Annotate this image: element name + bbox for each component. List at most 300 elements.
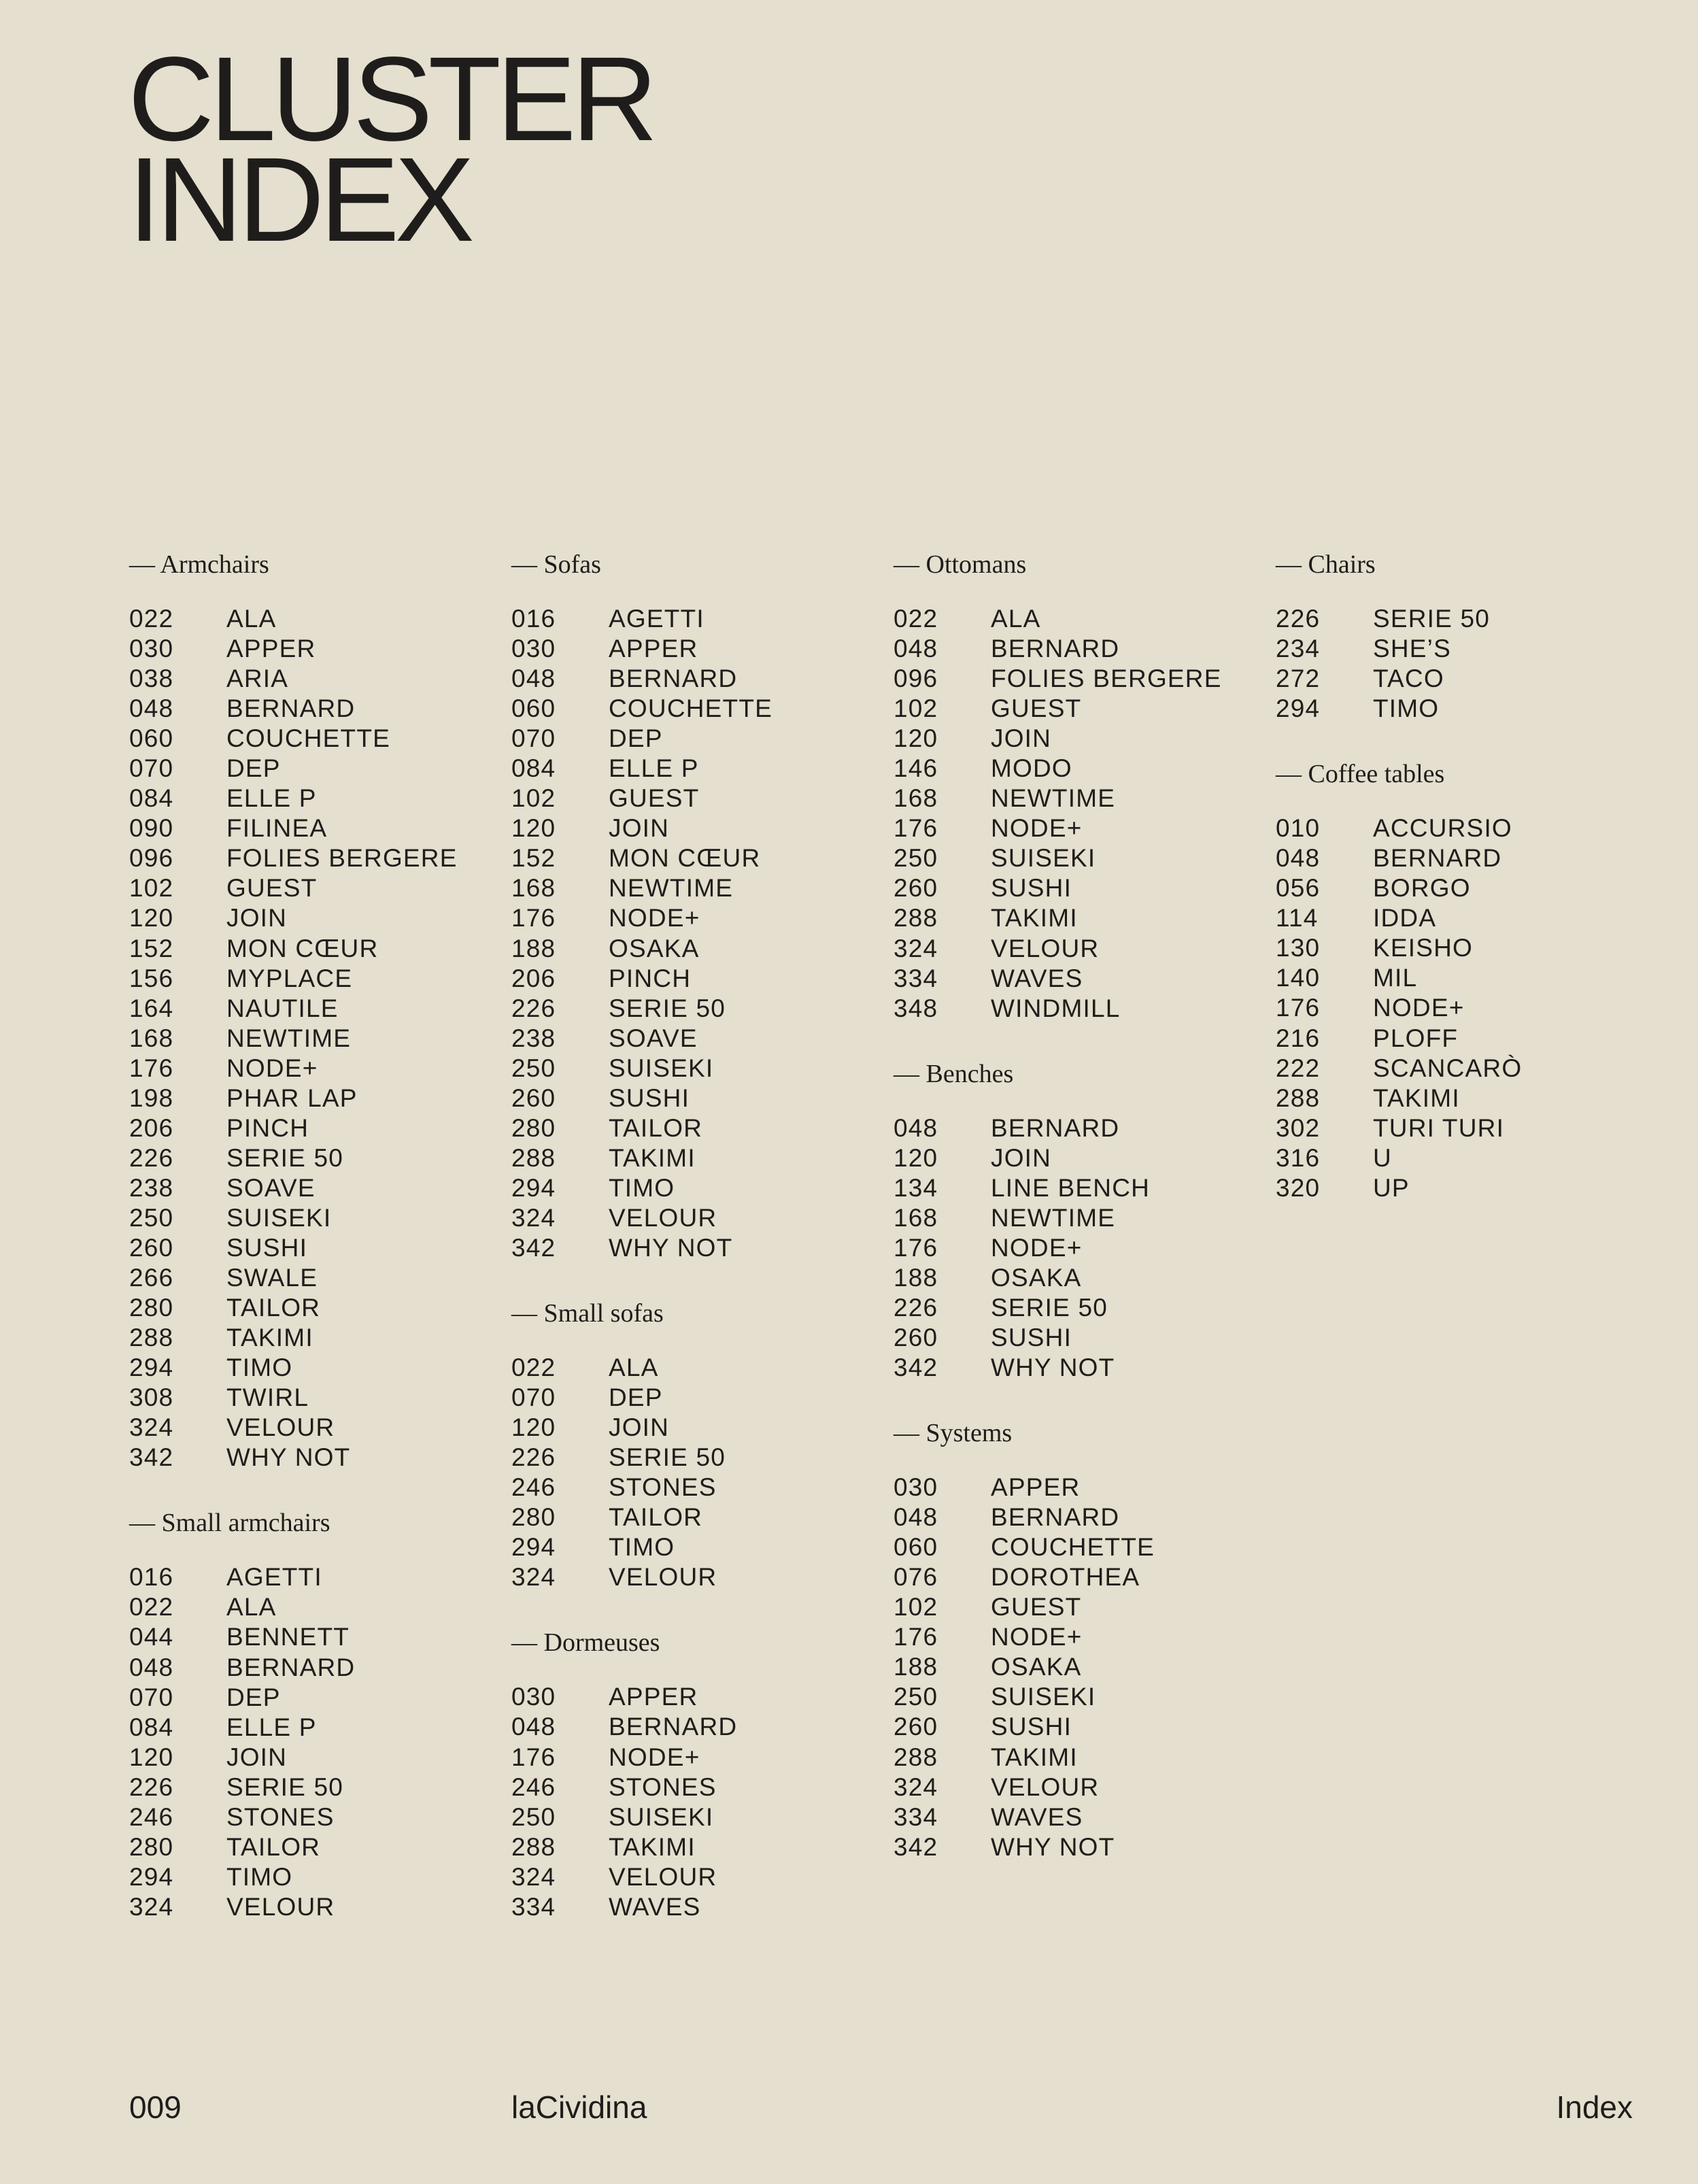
product-name: FILINEA (226, 814, 328, 843)
product-name: STONES (609, 1773, 717, 1801)
page-number: 030 (129, 635, 174, 663)
page-number: 316 (1276, 1143, 1321, 1172)
page-number: 030 (511, 635, 556, 663)
page-number: 222 (1276, 1054, 1321, 1082)
page-number: 152 (511, 844, 556, 873)
index-section (894, 1413, 1261, 1862)
page-number: 120 (894, 1143, 938, 1172)
page-number: 044 (129, 1623, 174, 1651)
section-title: — Small sofas (511, 1299, 664, 1328)
product-name: GUEST (991, 694, 1082, 723)
page-number: 120 (129, 904, 174, 933)
product-name: WINDMILL (991, 994, 1121, 1022)
index-entry (894, 1293, 1261, 1323)
page-number: 324 (129, 1413, 174, 1442)
index-entry (511, 903, 879, 933)
page-number: 266 (129, 1264, 174, 1292)
page-number: 206 (129, 1113, 174, 1142)
product-name: BERNARD (609, 665, 738, 693)
index-section (511, 1293, 879, 1592)
index-entry (894, 1802, 1261, 1832)
index-entry (894, 1562, 1261, 1592)
page-number: 022 (129, 1593, 174, 1622)
index-entry (129, 1054, 496, 1083)
index-entry (511, 1413, 879, 1443)
index-entry (1276, 993, 1643, 1023)
product-name: STONES (609, 1473, 717, 1502)
page-number: 246 (511, 1473, 556, 1502)
index-entry (511, 1203, 879, 1233)
product-name: ACCURSIO (1373, 814, 1512, 843)
index-entry (511, 994, 879, 1024)
section-title: — Dormeuses (511, 1628, 660, 1658)
page-number: 090 (129, 814, 174, 843)
page-number: 216 (1276, 1024, 1321, 1052)
index-entry (894, 1773, 1261, 1802)
product-name: JOIN (226, 904, 288, 933)
page-number: 164 (129, 994, 174, 1022)
product-name: SUISEKI (991, 844, 1096, 873)
page-title (128, 33, 653, 267)
index-entry (511, 1113, 879, 1143)
product-name: JOIN (609, 1413, 670, 1442)
product-name: WHY NOT (991, 1354, 1115, 1382)
index-entry (894, 1233, 1261, 1263)
page-number: 342 (129, 1443, 174, 1472)
product-name: VELOUR (609, 1203, 717, 1232)
index-entry (129, 1353, 496, 1383)
product-name: WHY NOT (609, 1233, 733, 1262)
section-title: — Systems (894, 1419, 1013, 1448)
page-number: 288 (1276, 1083, 1321, 1112)
section-title: — Ottomans (894, 550, 1027, 579)
index-entry (511, 1083, 879, 1113)
index-entry (1276, 933, 1643, 963)
page-number: 188 (894, 1263, 938, 1292)
index-entry (894, 754, 1261, 784)
index-entry (894, 1502, 1261, 1532)
product-name: SERIE 50 (609, 1443, 726, 1472)
index-entry (1276, 694, 1643, 724)
page-number: 260 (129, 1233, 174, 1262)
product-name: PINCH (609, 964, 692, 992)
product-name: OSAKA (991, 1653, 1082, 1681)
section-title: — Small armchairs (129, 1509, 330, 1538)
index-section (1276, 754, 1643, 1203)
product-name: UP (1373, 1173, 1410, 1202)
page-number: 324 (511, 1203, 556, 1232)
page-number: 048 (511, 1713, 556, 1741)
index-entry (1276, 1024, 1643, 1054)
product-name: NODE+ (991, 1233, 1083, 1262)
page-number: 048 (1276, 844, 1321, 873)
page-title-line-1: CLUSTER (128, 33, 653, 166)
index-entry (894, 694, 1261, 724)
index-entry (129, 873, 496, 903)
product-name: MON CŒUR (609, 844, 761, 873)
product-name: BERNARD (991, 635, 1120, 663)
index-entry (511, 1682, 879, 1712)
page-number: 048 (129, 1653, 174, 1681)
index-entry (511, 1743, 879, 1773)
page-number: 096 (129, 844, 174, 873)
page-number: 294 (129, 1862, 174, 1891)
index-entry (129, 1383, 496, 1413)
index-section (894, 1054, 1261, 1383)
product-name: DOROTHEA (991, 1563, 1140, 1592)
index-entry (511, 1383, 879, 1413)
product-name: ELLE P (226, 1713, 317, 1741)
index-entry (894, 994, 1261, 1024)
product-name: TIMO (1373, 694, 1440, 723)
page-number: 280 (129, 1832, 174, 1861)
index-entry (129, 1683, 496, 1713)
page-number: 176 (511, 904, 556, 933)
product-name: BERNARD (991, 1503, 1120, 1532)
product-name: GUEST (991, 1593, 1082, 1622)
product-name: NEWTIME (991, 1203, 1116, 1232)
page-number: 176 (129, 1054, 174, 1082)
page-number: 302 (1276, 1113, 1321, 1142)
product-name: TWIRL (226, 1383, 309, 1412)
page-number: 324 (894, 1773, 938, 1801)
index-entry (129, 754, 496, 784)
page-number: 246 (129, 1802, 174, 1831)
product-name: PINCH (226, 1113, 309, 1142)
index-entry (511, 1143, 879, 1173)
index-entry (894, 724, 1261, 754)
product-name: U (1373, 1143, 1392, 1172)
index-entry (1276, 1113, 1643, 1143)
page-number: 294 (511, 1173, 556, 1202)
page-number: 272 (1276, 665, 1321, 693)
index-entry (129, 1263, 496, 1293)
index-entry (129, 1562, 496, 1592)
page-number: 038 (129, 665, 174, 693)
index-entry (129, 1113, 496, 1143)
index-entry (894, 1173, 1261, 1203)
index-entry (129, 1592, 496, 1622)
page-number: 030 (511, 1683, 556, 1711)
index-entry (129, 1713, 496, 1743)
product-name: SUSHI (991, 1323, 1072, 1351)
product-name: FOLIES BERGERE (226, 844, 458, 873)
index-entry (894, 604, 1261, 634)
index-entry (894, 1743, 1261, 1773)
page-number: 120 (511, 814, 556, 843)
product-name: SERIE 50 (609, 994, 726, 1022)
index-entry (129, 1413, 496, 1443)
index-entry (129, 1083, 496, 1113)
page-number: 048 (129, 694, 174, 723)
index-entry (511, 1233, 879, 1263)
index-entry (511, 964, 879, 994)
product-name: TAILOR (226, 1832, 321, 1861)
product-name: BORGO (1373, 874, 1471, 903)
product-name: STONES (226, 1802, 335, 1831)
page-number: 288 (129, 1324, 174, 1352)
page-number: 152 (129, 934, 174, 962)
index-entry (894, 934, 1261, 964)
page-number: 226 (894, 1293, 938, 1322)
page-number: 048 (511, 665, 556, 693)
product-name: NEWTIME (226, 1024, 352, 1052)
product-name: VELOUR (991, 1773, 1100, 1801)
product-name: OSAKA (609, 934, 700, 962)
index-entry (894, 1712, 1261, 1742)
page-number: 324 (129, 1892, 174, 1921)
page-number: 250 (511, 1802, 556, 1831)
product-name: KEISHO (1373, 934, 1474, 962)
page-number: 176 (511, 1743, 556, 1771)
product-name: PHAR LAP (226, 1083, 358, 1112)
index-column-1 (129, 544, 496, 1952)
product-name: TIMO (609, 1173, 675, 1202)
product-name: NODE+ (609, 1743, 700, 1771)
index-entry (129, 1443, 496, 1473)
product-name: APPER (991, 1473, 1081, 1502)
page-number: 226 (511, 1443, 556, 1472)
index-entry (511, 1532, 879, 1562)
product-name: SHE’S (1373, 635, 1451, 663)
index-entry (129, 1173, 496, 1203)
page-number: 260 (894, 1713, 938, 1741)
page-number: 288 (894, 904, 938, 933)
product-name: SUSHI (609, 1083, 690, 1112)
product-name: TAKIMI (609, 1832, 696, 1861)
product-name: GUEST (226, 874, 318, 903)
product-name: SWALE (226, 1264, 318, 1292)
page-number: 334 (511, 1892, 556, 1921)
product-name: GUEST (609, 784, 700, 813)
page-number: 320 (1276, 1173, 1321, 1202)
index-entry (894, 1323, 1261, 1353)
index-entry (1276, 1083, 1643, 1113)
product-name: TAILOR (226, 1294, 321, 1322)
footer-brand: laCividina (511, 2089, 647, 2125)
index-entry (1276, 604, 1643, 634)
index-entry (511, 784, 879, 813)
page-number: 146 (894, 754, 938, 783)
product-name: JOIN (226, 1743, 288, 1771)
index-entry (894, 813, 1261, 843)
index-entry (129, 1323, 496, 1353)
product-name: WHY NOT (226, 1443, 351, 1472)
product-name: JOIN (991, 724, 1052, 753)
product-name: NODE+ (1373, 994, 1465, 1022)
page-number: 168 (894, 784, 938, 813)
page-number: 206 (511, 964, 556, 992)
index-section (511, 1622, 879, 1921)
index-entry (894, 664, 1261, 694)
page-number: 048 (894, 1503, 938, 1532)
page-number: 030 (894, 1473, 938, 1502)
product-name: SUSHI (991, 1713, 1072, 1741)
index-entry (1276, 664, 1643, 694)
product-name: APPER (226, 635, 316, 663)
index-entry (894, 1263, 1261, 1293)
product-name: SUISEKI (609, 1802, 714, 1831)
page-number: 308 (129, 1383, 174, 1412)
footer-page-number: 009 (129, 2089, 182, 2125)
product-name: MODO (991, 754, 1072, 783)
product-name: JOIN (609, 814, 670, 843)
page-number: 070 (129, 754, 174, 783)
product-name: ALA (226, 605, 277, 633)
page-number: 176 (894, 1623, 938, 1651)
page-number: 120 (129, 1743, 174, 1771)
product-name: SERIE 50 (991, 1293, 1108, 1322)
page-number: 334 (894, 1802, 938, 1831)
index-entry (511, 604, 879, 634)
page-number: 280 (129, 1294, 174, 1322)
product-name: IDDA (1373, 904, 1437, 933)
index-entry (894, 1353, 1261, 1383)
product-name: WAVES (991, 1802, 1083, 1831)
page-number: 294 (1276, 694, 1321, 723)
page-number: 114 (1276, 904, 1319, 933)
index-entry (129, 724, 496, 754)
page-number: 048 (894, 635, 938, 663)
product-name: MIL (1373, 964, 1418, 992)
product-name: SERIE 50 (226, 1773, 344, 1801)
product-name: FOLIES BERGERE (991, 665, 1222, 693)
product-name: MYPLACE (226, 964, 353, 992)
page-number: 070 (511, 1383, 556, 1412)
page-number: 176 (894, 814, 938, 843)
index-column-4 (1276, 544, 1643, 1233)
product-name: COUCHETTE (609, 694, 773, 723)
page-number: 096 (894, 665, 938, 693)
product-name: NODE+ (991, 1623, 1083, 1651)
page-number: 260 (894, 1323, 938, 1351)
product-name: VELOUR (991, 934, 1100, 962)
index-entry (511, 1832, 879, 1862)
page-number: 022 (511, 1354, 556, 1382)
product-name: SERIE 50 (1373, 605, 1491, 633)
product-name: MON CŒUR (226, 934, 379, 962)
page-number: 226 (1276, 605, 1321, 633)
page-number: 010 (1276, 814, 1321, 843)
product-name: TACO (1373, 665, 1444, 693)
product-name: JOIN (991, 1143, 1052, 1172)
product-name: TAILOR (609, 1503, 703, 1532)
product-name: TIMO (609, 1533, 675, 1562)
page-number: 102 (894, 694, 938, 723)
index-entry (511, 754, 879, 784)
product-name: TAILOR (609, 1113, 703, 1142)
product-name: COUCHETTE (991, 1533, 1155, 1562)
product-name: TAKIMI (991, 1743, 1078, 1771)
index-entry (129, 1743, 496, 1773)
page-number: 342 (511, 1233, 556, 1262)
index-entry (894, 1203, 1261, 1233)
page-number: 016 (129, 1563, 174, 1592)
page-number: 188 (894, 1653, 938, 1681)
page-number: 102 (129, 874, 174, 903)
product-name: TAKIMI (991, 904, 1078, 933)
product-name: NODE+ (226, 1054, 318, 1082)
product-name: APPER (609, 1683, 698, 1711)
product-name: BENNETT (226, 1623, 350, 1651)
index-entry (511, 1054, 879, 1083)
page-number: 084 (129, 784, 174, 813)
index-entry (129, 634, 496, 664)
index-entry (1276, 634, 1643, 664)
index-entry (511, 1473, 879, 1502)
index-entry (129, 1802, 496, 1832)
index-entry (894, 1473, 1261, 1502)
index-entry (129, 784, 496, 813)
index-entry (894, 1532, 1261, 1562)
product-name: ALA (991, 605, 1041, 633)
product-name: VELOUR (226, 1413, 335, 1442)
product-name: NAUTILE (226, 994, 339, 1022)
index-column-2 (511, 544, 879, 1952)
index-entry (511, 1712, 879, 1742)
product-name: SCANCARÒ (1373, 1054, 1523, 1082)
product-name: TAKIMI (226, 1324, 313, 1352)
page-number: 070 (511, 724, 556, 753)
product-name: SOAVE (609, 1024, 698, 1052)
page-number: 260 (894, 874, 938, 903)
index-entry (129, 1024, 496, 1054)
product-name: DEP (226, 754, 281, 783)
index-entry (129, 1293, 496, 1323)
page-number: 134 (894, 1173, 938, 1202)
product-name: PLOFF (1373, 1024, 1459, 1052)
index-entry (511, 1892, 879, 1922)
product-name: WAVES (609, 1892, 701, 1921)
index-entry (129, 1832, 496, 1862)
index-entry (129, 934, 496, 964)
page-number: 234 (1276, 635, 1321, 663)
index-entry (894, 634, 1261, 664)
index-entry (1276, 903, 1643, 933)
page-number: 070 (129, 1683, 174, 1711)
page-number: 076 (894, 1563, 938, 1592)
page-number: 238 (511, 1024, 556, 1052)
product-name: COUCHETTE (226, 724, 391, 753)
index-section (511, 544, 879, 1263)
product-name: AGETTI (609, 605, 704, 633)
page-number: 288 (894, 1743, 938, 1771)
page-number: 324 (511, 1862, 556, 1891)
product-name: TAKIMI (1373, 1083, 1460, 1112)
index-entry (129, 1773, 496, 1802)
page-number: 342 (894, 1832, 938, 1861)
page-number: 260 (511, 1083, 556, 1112)
index-entry (129, 664, 496, 694)
page-number: 188 (511, 934, 556, 962)
index-entry (1276, 843, 1643, 873)
product-name: NEWTIME (991, 784, 1116, 813)
index-entry (511, 1173, 879, 1203)
page-number: 084 (511, 754, 556, 783)
product-name: AGETTI (226, 1563, 322, 1592)
product-name: DEP (609, 724, 663, 753)
product-name: ALA (609, 1354, 659, 1382)
product-name: SUSHI (226, 1233, 308, 1262)
index-entry (511, 1024, 879, 1054)
product-name: BERNARD (226, 1653, 356, 1681)
page-number: 130 (1276, 934, 1321, 962)
index-entry (129, 1622, 496, 1652)
index-entry (511, 694, 879, 724)
section-title: — Chairs (1276, 550, 1376, 579)
index-entry (894, 1622, 1261, 1652)
page-number: 348 (894, 994, 938, 1022)
